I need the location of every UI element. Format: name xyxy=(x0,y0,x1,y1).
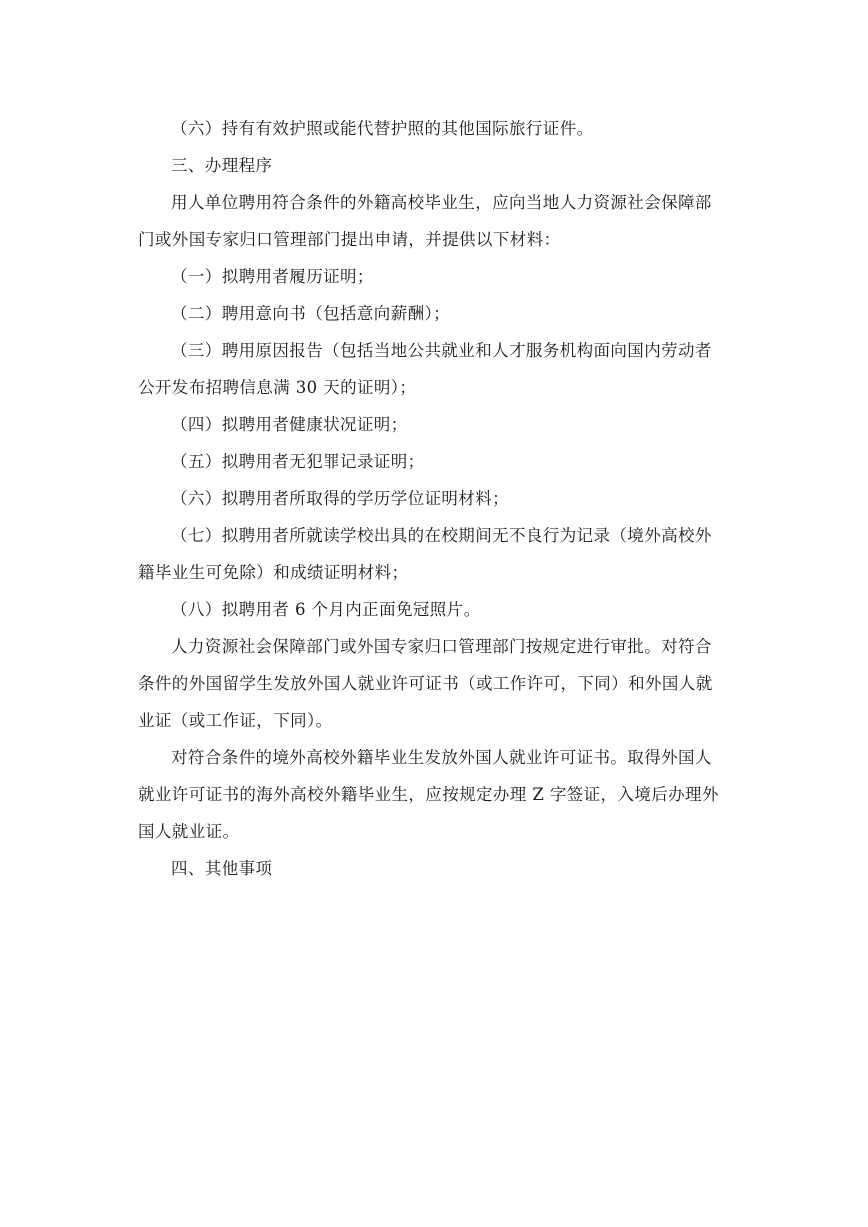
document-body xyxy=(138,110,730,887)
text-line: 三、办理程序 xyxy=(171,156,273,175)
text-line: （三）聘用原因报告（包括当地公共就业和人才服务机构面向国内劳动者 xyxy=(171,341,712,360)
text-line: （五）拟聘用者无犯罪记录证明； xyxy=(171,452,425,471)
paragraph-approval xyxy=(138,628,730,739)
list-item-4 xyxy=(138,406,730,443)
text-line: （八）拟聘用者 6 个月内正面免冠照片。 xyxy=(171,600,481,619)
text-line: 业证（或工作证，下同）。 xyxy=(138,711,333,730)
list-item-6 xyxy=(138,480,730,517)
list-item-7 xyxy=(138,517,730,591)
paragraph-application xyxy=(138,184,730,258)
text-line: 国人就业证。 xyxy=(138,822,240,841)
text-line: 用人单位聘用符合条件的外籍高校毕业生，应向当地人力资源社会保障部 xyxy=(171,193,712,212)
text-line: 四、其他事项 xyxy=(171,859,273,878)
text-line: 人力资源社会保障部门或外国专家归口管理部门按规定进行审批。对符合 xyxy=(171,637,712,656)
text-line: 条件的外国留学生发放外国人就业许可证书（或工作许可，下同）和外国人就 xyxy=(138,674,713,693)
text-line: （四）拟聘用者健康状况证明； xyxy=(171,415,408,434)
text-line: 籍毕业生可免除）和成绩证明材料； xyxy=(138,563,409,582)
text-line: 就业许可证书的海外高校外籍毕业生，应按规定办理 Z 字签证，入境后办理外 xyxy=(138,785,719,804)
section-heading-other-matters xyxy=(138,850,730,887)
paragraph-overseas-graduates xyxy=(138,739,730,850)
list-item-3 xyxy=(138,332,730,406)
list-item-8 xyxy=(138,591,730,628)
text-line: 门或外国专家归口管理部门提出申请，并提供以下材料： xyxy=(138,230,561,249)
section-heading-procedure xyxy=(138,147,730,184)
text-line: （二）聘用意向书（包括意向薪酬）； xyxy=(171,304,451,323)
text-line: （六）拟聘用者所取得的学历学位证明材料； xyxy=(171,489,509,508)
paragraph-passport xyxy=(138,110,730,147)
text-line: （一）拟聘用者履历证明； xyxy=(171,267,374,286)
text-line: 公开发布招聘信息满 30 天的证明）； xyxy=(138,378,417,397)
list-item-5 xyxy=(138,443,730,480)
text-line: 对符合条件的境外高校外籍毕业生发放外国人就业许可证书。取得外国人 xyxy=(171,748,712,767)
text-line: （七）拟聘用者所就读学校出具的在校期间无不良行为记录（境外高校外 xyxy=(171,526,712,545)
text-line: （六）持有有效护照或能代替护照的其他国际旅行证件。 xyxy=(171,119,594,138)
list-item-2 xyxy=(138,295,730,332)
list-item-1 xyxy=(138,258,730,295)
